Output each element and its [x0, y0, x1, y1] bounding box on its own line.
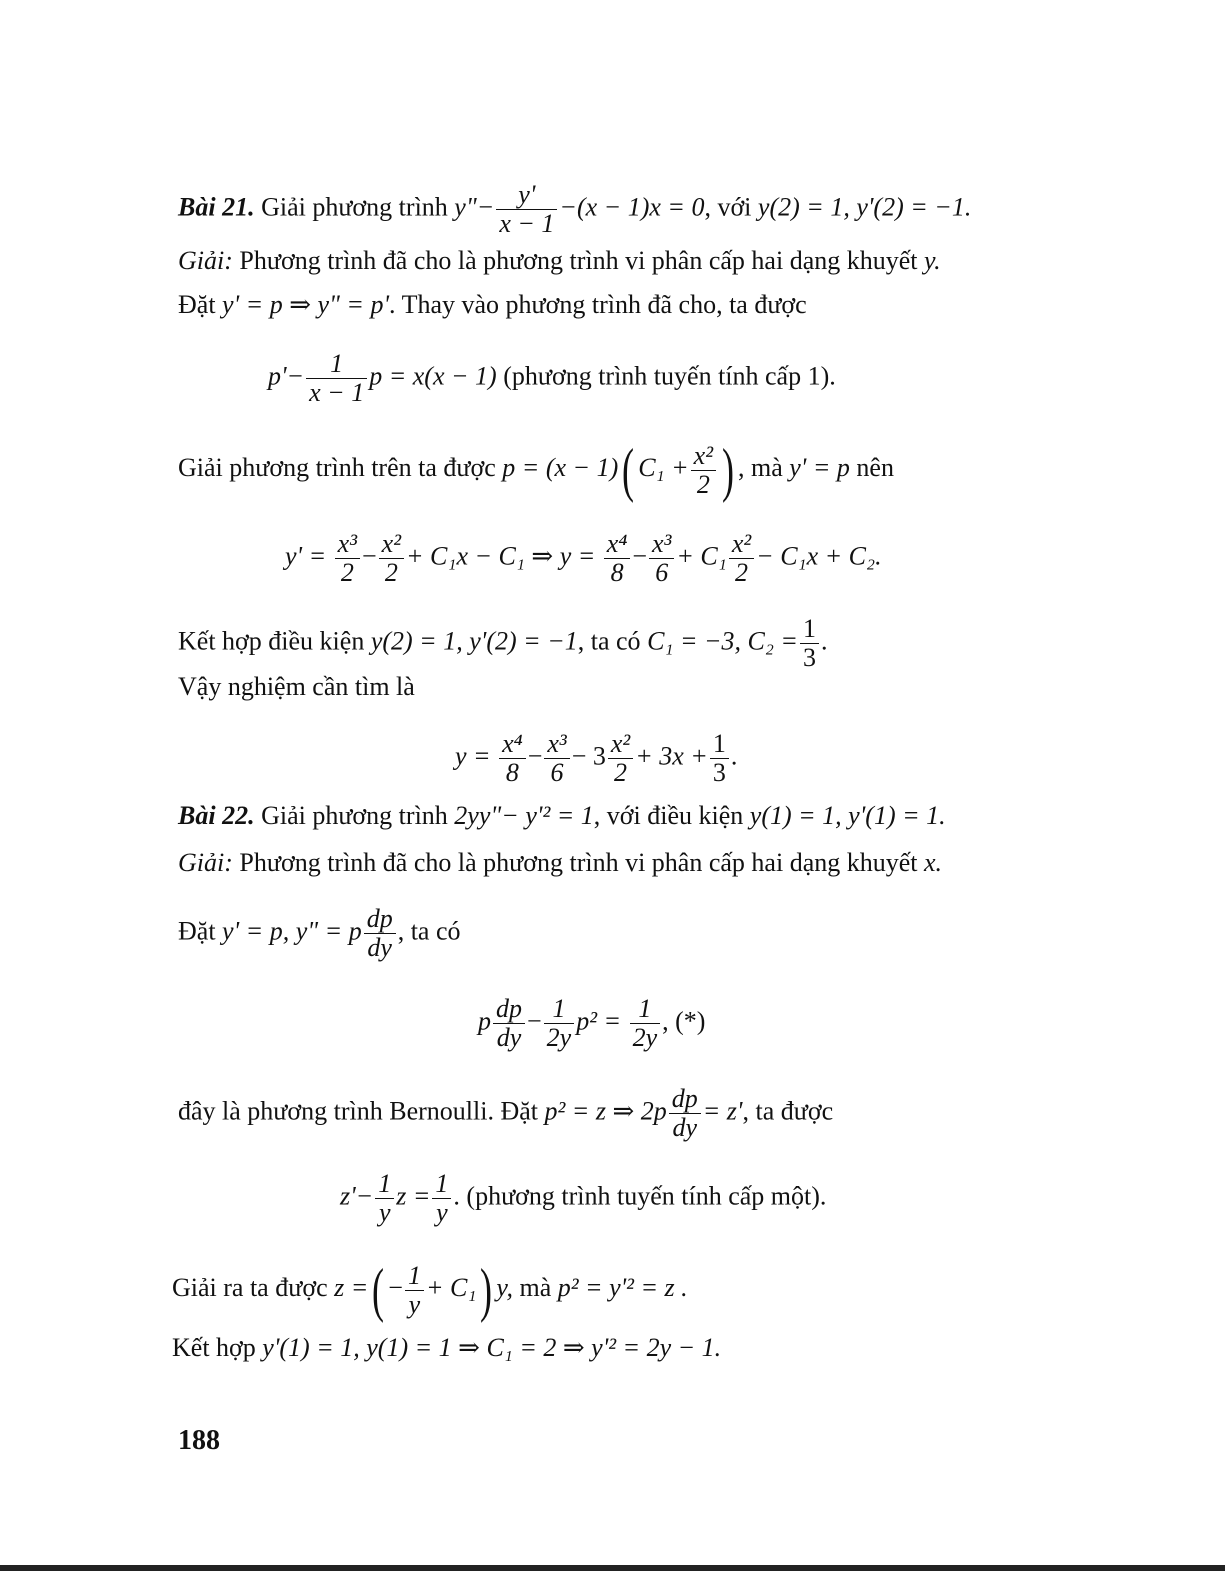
fraction-numerator: dp: [364, 905, 396, 934]
bai22-eq: 2yy"− y'² = 1: [454, 801, 594, 830]
bernoulli-end: , ta được: [742, 1096, 834, 1126]
dat-label: Đặt: [178, 916, 216, 946]
combine21-line: Kết hợp điều kiện y(2) = 1, y'(2) = −1, ta có C₁ = −3, C₂ = $\frac{1}{3}$ .: [178, 614, 828, 672]
fraction-denominator: 2: [340, 558, 354, 587]
solve22-after: y,: [496, 1272, 513, 1302]
star-pre: p: [478, 1006, 491, 1036]
solve21-fraction: [691, 442, 716, 499]
right-paren: ): [480, 1257, 493, 1323]
answer-lhs: y =: [455, 741, 491, 771]
solve22-c: + C₁: [425, 1272, 477, 1302]
answer-frac-c: [608, 730, 633, 787]
star-frac-b: [544, 995, 575, 1052]
star-frac-c: [630, 995, 661, 1052]
fraction-numerator: x²: [691, 442, 716, 471]
bernoulli-text: đây là phương trình Bernoulli. Đặt: [178, 1096, 539, 1126]
giai21-line2-rest: . Thay vào phương trình đã cho, ta được: [389, 290, 807, 319]
bai21-fraction: [496, 181, 557, 238]
combine21-text: Kết hợp điều kiện: [178, 626, 365, 656]
bernoulli-rest: = z': [702, 1096, 743, 1126]
yprime-frac1: [335, 530, 360, 587]
fraction-denominator: 2: [735, 558, 748, 587]
fraction-numerator: x³: [335, 530, 360, 559]
combine21-c1: C₁ = −3,: [647, 626, 742, 656]
giai22-sub: y' = p, y" = p: [222, 916, 362, 946]
bai22-label: Bài 22.: [178, 801, 255, 830]
bai21-intro: Giải phương trình: [261, 192, 448, 222]
combine21-fraction: [800, 615, 819, 672]
solve21-text: Giải phương trình trên ta được: [178, 452, 496, 482]
fraction-denominator: dy: [672, 1113, 698, 1142]
solve21-line: [178, 437, 894, 503]
giai22-label: Giải:: [178, 848, 233, 877]
answer-frac-b: [544, 730, 569, 787]
solve22-fraction: [405, 1262, 424, 1319]
fraction-denominator: dy: [367, 933, 392, 962]
answer21-intro: [178, 672, 415, 702]
fraction-denominator: 8: [610, 558, 624, 587]
star-mid: p² =: [576, 1006, 622, 1036]
y-frac2: [649, 530, 674, 587]
combine22-text: Kết hợp: [172, 1333, 256, 1362]
linear-fraction: [306, 350, 367, 407]
page-number: 188: [178, 1425, 220, 1456]
fraction-numerator: x⁴: [499, 730, 526, 759]
yprime-mid: + C₁x − C₁ ⇒ y =: [406, 541, 596, 571]
bai21-conditions: y(2) = 1, y'(2) = −1.: [757, 192, 972, 222]
solve21-end: nên: [856, 452, 894, 482]
y-frac3: [729, 530, 754, 587]
combine21-cond: y(2) = 1, y'(2) = −1: [370, 626, 578, 656]
bernoulli-sub: p² = z ⇒ 2p: [544, 1096, 667, 1126]
fraction-denominator: 2: [614, 758, 628, 787]
answer-c-pre: − 3: [571, 741, 606, 771]
fraction-numerator: 1: [800, 615, 819, 644]
z-note: . (phương trình tuyến tính cấp một).: [453, 1181, 827, 1211]
answer-frac-e: [710, 730, 729, 787]
combine22-eq: y'(1) = 1, y(1) = 1 ⇒ C₁ = 2 ⇒ y'² = 2y − 1.: [262, 1333, 722, 1362]
z-frac-a: [375, 1170, 394, 1227]
giai21-text: Phương trình đã cho là phương trình vi phân cấp hai dạng khuyết: [239, 246, 918, 275]
fraction-denominator: 8: [505, 758, 519, 787]
bai21-statement: [178, 181, 971, 238]
right-paren: ): [721, 437, 734, 503]
giai22-line1: [178, 848, 942, 878]
solve21-p-eq: p = (x − 1): [502, 452, 619, 482]
fraction-denominator: dy: [496, 1023, 522, 1052]
substitution: y' = p ⇒ y" = p': [222, 290, 390, 319]
giai22-end: , ta có: [397, 916, 461, 946]
star-equation: p $\frac{dp}{dy}$ − $\frac{1}{2y}$ p² = $\frac{1}{2y}$ , (*): [478, 994, 706, 1052]
giai21-var: y.: [924, 246, 941, 275]
linear-note: (phương trình tuyến tính cấp 1).: [503, 361, 836, 391]
fraction-numerator: 1: [544, 995, 575, 1024]
linear-rhs: p = x(x − 1): [369, 361, 497, 391]
answer-d: + 3x +: [635, 741, 708, 771]
solve22-rel: p² = y'² = z .: [557, 1272, 688, 1302]
bai22-cond-word: , với điều kiện: [593, 801, 744, 830]
star-frac-a: [493, 995, 525, 1052]
yprime-equation: y' = $\frac{\text{x³}}{2}$ − $\frac{\text{x²}}{2}$ + C₁x − C₁ ⇒ y = $\frac{\text{x⁴}}{8}$ − $\frac{\text{x³}}{6}$ + C₁ $\frac{\text{x²}}{2}$ − C₁x + C₂.: [285, 529, 882, 587]
y-tail: − C₁x + C₂.: [756, 541, 882, 571]
z-equation: [340, 1170, 826, 1227]
bai22-statement: [178, 801, 946, 831]
bai22-intro: Giải phương trình: [261, 801, 448, 830]
giai22-text: Phương trình đã cho là phương trình vi phân cấp hai dạng khuyết: [239, 848, 918, 877]
answer-frac-a: [499, 730, 526, 787]
bai21-eq-rest: −(x − 1)x = 0: [559, 192, 705, 222]
giai21-line1: [178, 246, 941, 276]
answer21-text: Vậy nghiệm cần tìm là: [178, 672, 415, 701]
star-tag: , (*): [662, 1006, 706, 1036]
fraction-denominator: y: [408, 1289, 421, 1319]
solve22-text: Giải ra ta được: [172, 1272, 328, 1302]
fraction-denominator: 6: [550, 758, 564, 787]
fraction-denominator: 2: [696, 469, 710, 499]
linear-lhs: p'−: [268, 361, 305, 391]
fraction-numerator: 1: [710, 730, 729, 759]
combine21-c2: C₂ =: [747, 626, 798, 656]
fraction-denominator: x − 1: [499, 209, 555, 238]
fraction-denominator: 3: [712, 758, 726, 787]
fraction-denominator: 3: [802, 643, 816, 672]
answer21-equation: y = $\frac{\text{x⁴}}{8}$ − $\frac{\text{x³}}{6}$ − 3 $\frac{\text{x²}}{2}$ + 3x + $\frac{1}{3}$ .: [455, 729, 738, 787]
fraction-numerator: dp: [669, 1085, 701, 1114]
yprime-lhs: y' =: [285, 541, 327, 571]
fraction-numerator: x²: [608, 730, 633, 759]
bottom-rule: [0, 1565, 1225, 1571]
linear-equation: [268, 350, 836, 407]
giai22-fraction: [364, 905, 396, 962]
solve21-c1: C₁ +: [638, 452, 689, 482]
fraction-numerator: 1: [375, 1170, 394, 1199]
fraction-numerator: x³: [544, 730, 569, 759]
fraction-numerator: y': [496, 181, 557, 210]
bernoulli-line: [178, 1085, 833, 1142]
left-paren: (: [622, 437, 635, 503]
fraction-numerator: x²: [729, 530, 754, 559]
bai21-eq-lhs: y"−: [454, 192, 495, 222]
solve22-line: Giải ra ta được z =( − $\frac{1}{y}$ + C₁) y, mà p² = y'² = z .: [172, 1257, 688, 1323]
solve22-mid: mà: [519, 1272, 552, 1302]
z-mid: z =: [396, 1181, 431, 1211]
giai22-var: x.: [924, 848, 943, 877]
fraction-denominator: y: [378, 1198, 391, 1227]
solve21-rel: y' = p: [789, 452, 850, 482]
yprime-frac2: [379, 530, 404, 587]
combine21-mid: , ta có: [577, 626, 641, 656]
fraction-numerator: 1: [306, 350, 367, 379]
fraction-denominator: 2y: [632, 1023, 658, 1052]
z-frac-b: [432, 1170, 451, 1227]
fraction-numerator: 1: [405, 1262, 424, 1291]
fraction-numerator: x³: [649, 530, 674, 559]
fraction-denominator: 2: [384, 558, 398, 587]
giai21-line2: [178, 290, 807, 320]
bai21-cond-word: , với: [704, 192, 752, 222]
fraction-denominator: 2y: [546, 1023, 572, 1052]
fraction-numerator: x²: [379, 530, 404, 559]
bai22-conditions: y(1) = 1, y'(1) = 1.: [749, 801, 946, 830]
fraction-denominator: x − 1: [309, 378, 365, 407]
y-c1-term: + C₁: [676, 541, 727, 571]
bai21-label: Bài 21.: [178, 192, 255, 222]
left-paren: (: [372, 1257, 385, 1323]
fraction-numerator: 1: [630, 995, 661, 1024]
giai22-line2: [178, 905, 461, 962]
fraction-numerator: 1: [432, 1170, 451, 1199]
bernoulli-fraction: [669, 1085, 701, 1142]
combine22-line: [172, 1333, 721, 1363]
solve21-mid: , mà: [737, 452, 783, 482]
fraction-numerator: x⁴: [604, 530, 631, 559]
giai21-label: Giải:: [178, 246, 233, 275]
fraction-denominator: 6: [655, 558, 669, 587]
dat-label: Đặt: [178, 290, 216, 319]
solve22-lhs: z =: [334, 1272, 369, 1302]
fraction-numerator: dp: [493, 995, 525, 1024]
y-frac1: [604, 530, 631, 587]
z-lhs: z'−: [340, 1181, 374, 1211]
fraction-denominator: y: [436, 1198, 448, 1227]
